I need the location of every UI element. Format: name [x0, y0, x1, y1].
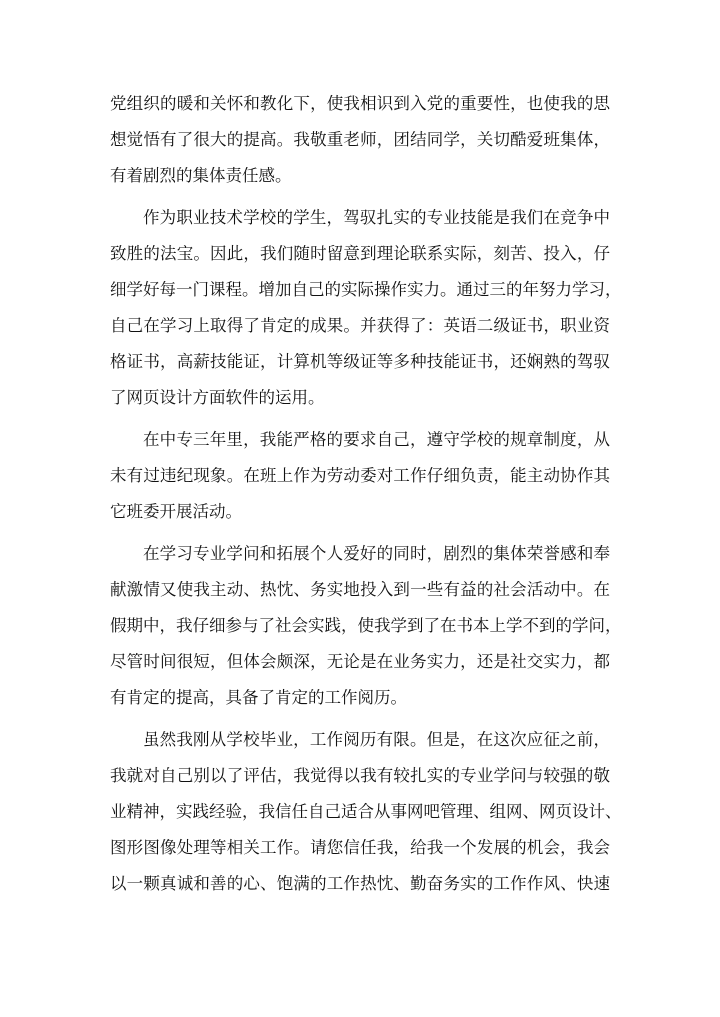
text-line-7: 自己在学习上取得了肯定的成果。并获得了：英语二级证书，职业资 [110, 316, 610, 335]
text-line-18: 虽然我刚从学校毕业，工作阅历有限。但是，在这次应征之前， [143, 730, 610, 749]
text-line-14: 献激情又使我主动、热忱、务实地投入到一些有益的社会活动中。在 [110, 580, 610, 599]
text-line-15: 假期中，我仔细参与了社会实践，使我学到了在书本上学不到的学问， [110, 616, 622, 635]
text-line-1: 党组织的暖和关怀和教化下，使我相识到入党的重要性，也使我的思 [110, 94, 610, 113]
text-line-6: 细学好每一门课程。增加自己的实际操作实力。通过三的年努力学习， [110, 280, 622, 299]
text-line-20: 业精神，实践经验，我信任自己适合从事网吧管理、组网、网页设计、 [110, 802, 622, 821]
text-line-17: 有肯定的提高，具备了肯定的工作阅历。 [110, 688, 407, 707]
text-line-10: 在中专三年里，我能严格的要求自己，遵守学校的规章制度，从 [143, 430, 610, 449]
text-line-3: 有着剧烈的集体责任感。 [110, 166, 292, 185]
text-line-8: 格证书，高薪技能证，计算机等级证等多种技能证书，还娴熟的驾驭 [110, 352, 610, 371]
text-line-12: 它班委开展活动。 [110, 502, 242, 521]
text-line-21: 图形图像处理等相关工作。请您信任我，给我一个发展的机会，我会 [110, 838, 610, 857]
text-line-9: 了网页设计方面软件的运用。 [110, 388, 325, 407]
text-line-19: 我就对自己别以了评估，我觉得以我有较扎实的专业学问与较强的敬 [110, 766, 610, 785]
text-line-13: 在学习专业学问和拓展个人爱好的同时，剧烈的集体荣誉感和奉 [143, 544, 610, 563]
text-line-5: 致胜的法宝。因此，我们随时留意到理论联系实际，刻苦、投入，仔 [110, 244, 610, 263]
text-line-16: 尽管时间很短，但体会颇深，无论是在业务实力，还是社交实力，都 [110, 652, 610, 671]
text-line-22: 以一颗真诚和善的心、饱满的工作热忱、勤奋务实的工作作风、快速 [110, 874, 610, 893]
text-line-2: 想觉悟有了很大的提高。我敬重老师，团结同学，关切酷爱班集体， [110, 130, 610, 149]
text-line-4: 作为职业技术学校的学生，驾驭扎实的专业技能是我们在竞争中 [143, 208, 610, 227]
text-line-11: 未有过违纪现象。在班上作为劳动委对工作仔细负责，能主动协作其 [110, 466, 610, 485]
